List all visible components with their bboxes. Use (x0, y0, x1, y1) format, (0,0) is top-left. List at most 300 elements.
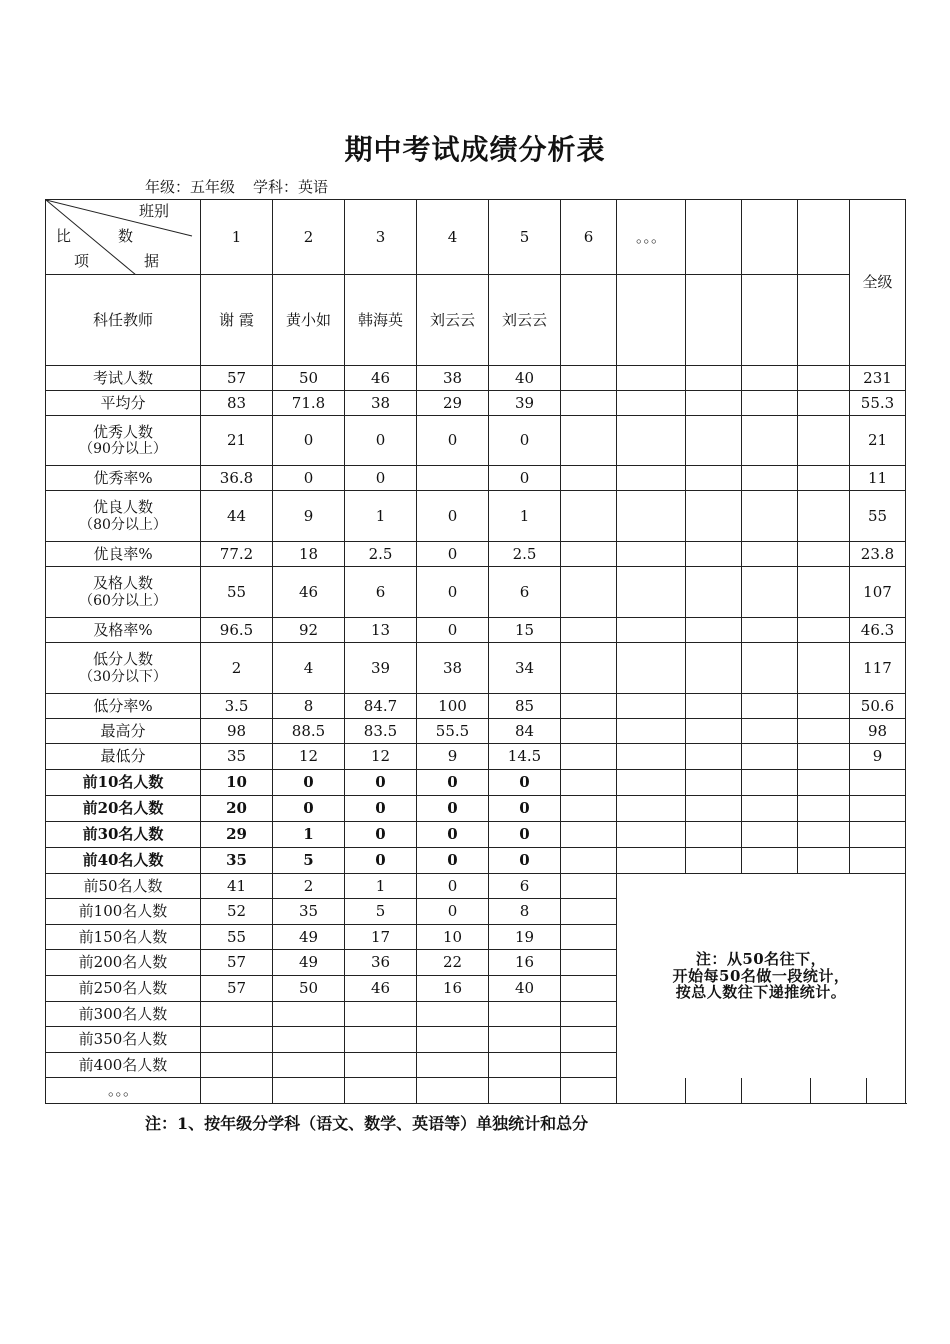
empty-cell (798, 466, 850, 491)
empty-cell (686, 366, 742, 391)
empty-cell (798, 618, 850, 643)
empty-cell (617, 366, 686, 391)
empty-cell (798, 567, 850, 618)
table-cell: 92 (273, 618, 345, 643)
table-cell: 44 (201, 491, 273, 542)
table-cell: 5 (345, 899, 417, 925)
empty-cell (850, 770, 906, 796)
empty-cell (561, 848, 617, 874)
empty-cell (798, 366, 850, 391)
empty-cell (617, 796, 686, 822)
row-label (46, 618, 201, 643)
table-cell: 0 (489, 466, 561, 491)
row-label-note: （30分以下） (79, 668, 167, 685)
empty-cell (617, 567, 686, 618)
row-label-note: （80分以上） (79, 516, 167, 533)
table-cell: 0 (273, 416, 345, 466)
table-cell: 2 (273, 874, 345, 899)
table-cell (201, 1027, 273, 1053)
table-cell (489, 1002, 561, 1027)
class-header (742, 200, 798, 275)
empty-cell (561, 719, 617, 744)
empty-cell (686, 416, 742, 466)
table-row (46, 416, 906, 466)
empty-cell (617, 744, 686, 770)
table-cell: 57 (201, 976, 273, 1002)
total-cell: 231 (850, 366, 906, 391)
table-cell (417, 1027, 489, 1053)
empty-cell (686, 796, 742, 822)
table-cell: 46 (345, 366, 417, 391)
table-cell: 88.5 (273, 719, 345, 744)
empty-cell (686, 694, 742, 719)
row-label (46, 366, 201, 391)
empty-cell (617, 719, 686, 744)
class-header: 4 (417, 200, 489, 275)
row-label-text: 及格人数 (92, 574, 153, 593)
table-cell: 0 (345, 796, 417, 822)
row-label (46, 694, 201, 719)
diag-label-xiang: 项 (74, 252, 90, 270)
table-cell: 84.7 (345, 694, 417, 719)
table-row (46, 391, 906, 416)
teacher-row-label: 科任教师 (46, 275, 201, 366)
table-cell: 10 (201, 770, 273, 796)
row-label: 前400名人数 (46, 1053, 201, 1078)
table-cell: 6 (345, 567, 417, 618)
row-label-note: （90分以上） (79, 441, 167, 458)
table-cell: 9 (417, 744, 489, 770)
empty-cell (686, 542, 742, 567)
empty-cell (686, 643, 742, 694)
empty-cell (561, 466, 617, 491)
table-cell (345, 1002, 417, 1027)
table-row (46, 1078, 906, 1104)
empty-cell (561, 770, 617, 796)
table-cell: 98 (201, 719, 273, 744)
table-cell: 83 (201, 391, 273, 416)
table-cell (273, 1053, 345, 1078)
empty-cell (798, 848, 850, 874)
table-cell: 77.2 (201, 542, 273, 567)
diag-label-shu: 数 (118, 227, 134, 245)
table-row (46, 744, 906, 770)
empty-cell (686, 744, 742, 770)
class-header: 5 (489, 200, 561, 275)
empty-cell (742, 618, 798, 643)
table-cell: 4 (273, 643, 345, 694)
row-label-text: 优良人数 (92, 498, 153, 517)
row-label (46, 744, 201, 770)
diagonal-header-cell (46, 200, 201, 275)
table-row (46, 796, 906, 822)
row-label-note: （60分以上） (79, 592, 167, 609)
empty-cell (798, 391, 850, 416)
table-cell: 17 (345, 925, 417, 950)
class-header: 2 (273, 200, 345, 275)
empty-cell (617, 542, 686, 567)
table-cell: 2 (201, 643, 273, 694)
table-cell: 2.5 (489, 542, 561, 567)
table-cell (417, 1002, 489, 1027)
empty-cell (850, 796, 906, 822)
total-cell: 11 (850, 466, 906, 491)
teacher-cell (617, 275, 686, 366)
teacher-cell: 韩海英 (345, 275, 417, 366)
table-cell: 19 (489, 925, 561, 950)
table-cell: 0 (489, 822, 561, 848)
table-cell: 14.5 (489, 744, 561, 770)
row-label-text: 优良率% (93, 544, 153, 563)
row-label-text: 优秀人数 (92, 422, 153, 441)
empty-cell (617, 643, 686, 694)
table-cell: 0 (345, 770, 417, 796)
table-cell: 1 (345, 874, 417, 899)
empty-cell (561, 542, 617, 567)
table-cell (345, 1027, 417, 1053)
row-label: 前10名人数 (46, 770, 201, 796)
table-cell: 12 (273, 744, 345, 770)
meta-line (145, 176, 346, 197)
empty-cell (686, 567, 742, 618)
table-row (46, 491, 906, 542)
empty-cell (561, 416, 617, 466)
empty-cell (742, 770, 798, 796)
table-cell: 0 (345, 416, 417, 466)
table-cell: 0 (345, 848, 417, 874)
empty-cell (561, 567, 617, 618)
table-cell: 0 (417, 848, 489, 874)
table-row (46, 822, 906, 848)
table-cell (345, 1078, 417, 1104)
table-cell: 36.8 (201, 466, 273, 491)
empty-cell (742, 366, 798, 391)
row-label: 前300名人数 (46, 1002, 201, 1027)
table-cell: 50 (273, 366, 345, 391)
empty-cell (742, 491, 798, 542)
column-line (866, 1078, 867, 1104)
row-label: 前50名人数 (46, 874, 201, 899)
empty-cell (617, 466, 686, 491)
column-line (685, 1078, 686, 1104)
empty-cell (561, 899, 617, 925)
row-label-text: 低分率% (93, 696, 153, 715)
empty-cell (561, 643, 617, 694)
table-cell: 0 (417, 542, 489, 567)
row-label: 前40名人数 (46, 848, 201, 874)
table-cell (417, 466, 489, 491)
empty-cell (798, 796, 850, 822)
empty-cell (742, 542, 798, 567)
empty-cell (617, 822, 686, 848)
table-cell (345, 1053, 417, 1078)
empty-cell (561, 822, 617, 848)
table-row (46, 542, 906, 567)
row-label (46, 542, 201, 567)
total-cell: 9 (850, 744, 906, 770)
table-cell: 6 (489, 874, 561, 899)
table-cell: 20 (201, 796, 273, 822)
empty-cell (850, 848, 906, 874)
subject-label: 学科：英语 (253, 178, 329, 196)
note-box-bottom (617, 1078, 906, 1104)
table-cell: 5 (273, 848, 345, 874)
table-cell: 38 (417, 366, 489, 391)
table-cell: 96.5 (201, 618, 273, 643)
class-header (686, 200, 742, 275)
table-cell (201, 1053, 273, 1078)
row-label-text: 平均分 (100, 393, 146, 412)
empty-cell (742, 643, 798, 694)
empty-cell (742, 796, 798, 822)
table-cell: 39 (345, 643, 417, 694)
diag-label-class: 班别 (139, 202, 170, 220)
empty-cell (561, 1002, 617, 1027)
table-cell: 1 (489, 491, 561, 542)
row-label: 前350名人数 (46, 1027, 201, 1053)
empty-cell (686, 770, 742, 796)
row-label-text: 低分人数 (92, 650, 153, 669)
row-label-text: 考试人数 (92, 368, 153, 387)
table-cell: 8 (489, 899, 561, 925)
empty-cell (742, 567, 798, 618)
table-cell: 18 (273, 542, 345, 567)
row-label (46, 416, 201, 466)
table-cell: 0 (273, 466, 345, 491)
row-label (46, 719, 201, 744)
empty-cell (742, 694, 798, 719)
empty-cell (798, 643, 850, 694)
table-cell (489, 1027, 561, 1053)
empty-cell (561, 796, 617, 822)
table-cell: 15 (489, 618, 561, 643)
empty-cell (686, 391, 742, 416)
table-cell (489, 1078, 561, 1104)
table-cell: 55 (201, 925, 273, 950)
empty-cell (686, 848, 742, 874)
table-cell: 57 (201, 366, 273, 391)
empty-cell (561, 874, 617, 899)
total-cell: 117 (850, 643, 906, 694)
empty-cell (742, 848, 798, 874)
table-cell: 46 (345, 976, 417, 1002)
table-cell: 55.5 (417, 719, 489, 744)
empty-cell (850, 822, 906, 848)
table-cell: 29 (417, 391, 489, 416)
empty-cell (742, 416, 798, 466)
column-line (810, 1078, 811, 1104)
row-label (46, 491, 201, 542)
table-cell: 38 (345, 391, 417, 416)
table-cell: 38 (417, 643, 489, 694)
total-cell: 50.6 (850, 694, 906, 719)
table-cell: 49 (273, 950, 345, 976)
table-cell: 12 (345, 744, 417, 770)
column-line (741, 1078, 742, 1104)
class-header: 3 (345, 200, 417, 275)
table-cell: 13 (345, 618, 417, 643)
table-row (46, 643, 906, 694)
row-label (46, 466, 201, 491)
teacher-cell: 黄小如 (273, 275, 345, 366)
table-cell: 84 (489, 719, 561, 744)
empty-cell (561, 976, 617, 1002)
teacher-cell (686, 275, 742, 366)
table-cell: 2.5 (345, 542, 417, 567)
table-row (46, 694, 906, 719)
table-cell: 1 (273, 822, 345, 848)
table-cell (417, 1053, 489, 1078)
empty-cell (742, 822, 798, 848)
table-row (46, 466, 906, 491)
empty-cell (617, 694, 686, 719)
table-cell (201, 1002, 273, 1027)
empty-cell (561, 925, 617, 950)
diag-label-ju: 据 (144, 252, 160, 270)
note-line: 按总人数往下递推统计。 (675, 983, 847, 1001)
empty-cell (561, 950, 617, 976)
empty-cell (686, 466, 742, 491)
table-cell: 0 (345, 466, 417, 491)
table-cell: 3.5 (201, 694, 273, 719)
row-label: 前100名人数 (46, 899, 201, 925)
table-cell: 0 (417, 416, 489, 466)
table-cell (489, 1053, 561, 1078)
empty-cell (798, 416, 850, 466)
empty-cell (561, 1078, 617, 1104)
table-cell: 0 (417, 874, 489, 899)
table-cell: 16 (417, 976, 489, 1002)
table-cell: 34 (489, 643, 561, 694)
teacher-row (46, 275, 906, 366)
empty-cell (798, 491, 850, 542)
table-cell: 35 (273, 899, 345, 925)
table-cell: 0 (345, 822, 417, 848)
table-row (46, 567, 906, 618)
table-cell: 0 (489, 796, 561, 822)
note-box (617, 874, 906, 1078)
table-cell: 50 (273, 976, 345, 1002)
total-cell: 21 (850, 416, 906, 466)
row-label: 前20名人数 (46, 796, 201, 822)
empty-cell (742, 391, 798, 416)
empty-cell (742, 744, 798, 770)
teacher-cell: 刘云云 (489, 275, 561, 366)
empty-cell (798, 694, 850, 719)
table-cell: 100 (417, 694, 489, 719)
table-cell: 0 (417, 567, 489, 618)
row-label: 前150名人数 (46, 925, 201, 950)
teacher-cell (798, 275, 850, 366)
diag-label-bi: 比 (56, 227, 72, 245)
table-cell: 0 (489, 848, 561, 874)
empty-cell (617, 770, 686, 796)
table-cell: 71.8 (273, 391, 345, 416)
empty-cell (561, 694, 617, 719)
grade-label: 年级：五年级 (145, 178, 236, 196)
page-title: 期中考试成绩分析表 (344, 133, 606, 166)
total-cell: 46.3 (850, 618, 906, 643)
class-header: 。。。 (617, 200, 686, 275)
row-label: 前200名人数 (46, 950, 201, 976)
table-cell (273, 1002, 345, 1027)
score-analysis-table (45, 199, 906, 1104)
table-cell (201, 1078, 273, 1104)
table-cell: 0 (417, 491, 489, 542)
table-cell: 0 (273, 770, 345, 796)
table-cell: 85 (489, 694, 561, 719)
total-cell: 23.8 (850, 542, 906, 567)
row-label-text: 优秀率% (93, 468, 153, 487)
table-cell: 0 (489, 416, 561, 466)
table-cell (273, 1078, 345, 1104)
table-cell: 41 (201, 874, 273, 899)
table-cell: 0 (417, 822, 489, 848)
table-row (46, 618, 906, 643)
empty-cell (686, 491, 742, 542)
header-row (46, 200, 906, 275)
footnote: 注：1、按年级分学科（语文、数学、英语等）单独统计和总分 (145, 1114, 589, 1133)
table-cell: 22 (417, 950, 489, 976)
table-row (46, 366, 906, 391)
table-row (46, 719, 906, 744)
empty-cell (798, 542, 850, 567)
empty-cell (686, 618, 742, 643)
empty-cell (742, 466, 798, 491)
total-cell: 55.3 (850, 391, 906, 416)
table-cell: 9 (273, 491, 345, 542)
class-header: 6 (561, 200, 617, 275)
table-cell: 8 (273, 694, 345, 719)
table-cell: 29 (201, 822, 273, 848)
row-label-text: 最低分 (100, 747, 146, 766)
empty-cell (617, 848, 686, 874)
row-label: 前250名人数 (46, 976, 201, 1002)
total-header: 全级 (850, 200, 906, 366)
empty-cell (561, 491, 617, 542)
table-cell: 0 (417, 770, 489, 796)
table-cell: 6 (489, 567, 561, 618)
table-cell: 16 (489, 950, 561, 976)
row-label (46, 567, 201, 618)
teacher-cell: 刘云云 (417, 275, 489, 366)
table-cell: 10 (417, 925, 489, 950)
table-row (46, 770, 906, 796)
table-cell (417, 1078, 489, 1104)
empty-cell (686, 719, 742, 744)
table-cell: 46 (273, 567, 345, 618)
table-cell: 57 (201, 950, 273, 976)
empty-cell (798, 744, 850, 770)
table-cell: 0 (417, 796, 489, 822)
table-cell: 40 (489, 366, 561, 391)
table-cell: 40 (489, 976, 561, 1002)
empty-cell (798, 822, 850, 848)
note-line: 注：从50名往下， (695, 950, 827, 968)
teacher-cell (561, 275, 617, 366)
note-line: 开始每50名做一段统计， (672, 966, 850, 985)
table-cell: 35 (201, 744, 273, 770)
table-cell: 0 (417, 618, 489, 643)
empty-cell (561, 744, 617, 770)
table-cell: 1 (345, 491, 417, 542)
row-label: 前30名人数 (46, 822, 201, 848)
table-cell: 35 (201, 848, 273, 874)
empty-cell (617, 416, 686, 466)
total-cell: 55 (850, 491, 906, 542)
empty-cell (561, 391, 617, 416)
row-label: 。。。 (46, 1078, 201, 1104)
